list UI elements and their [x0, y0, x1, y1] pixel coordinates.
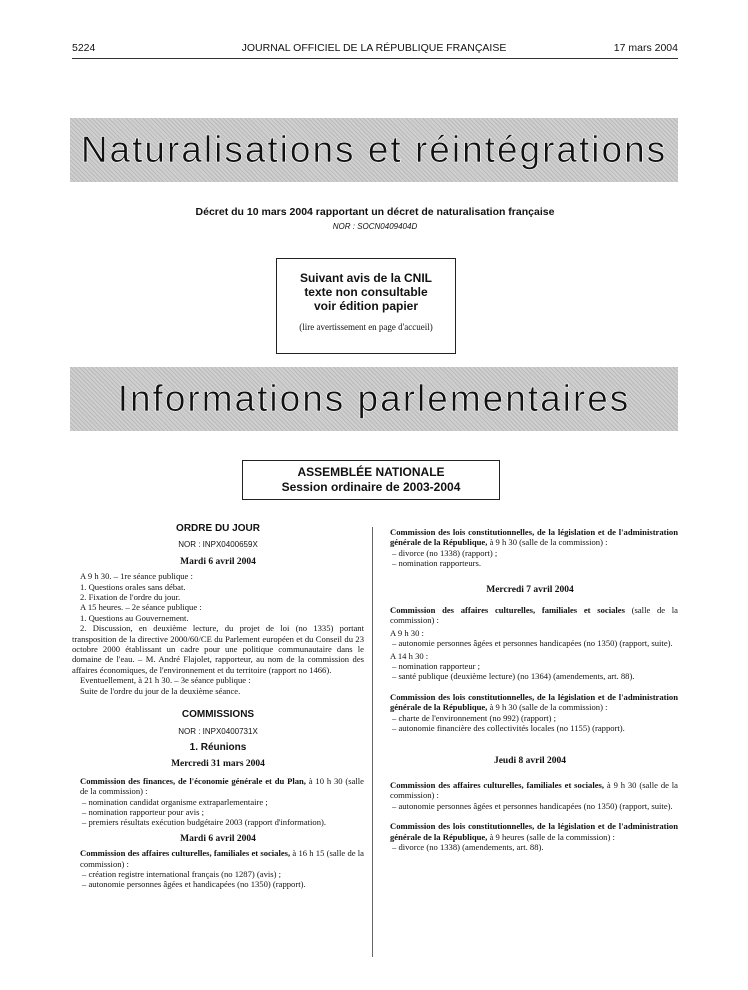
mercredi-7-title: Mercredi 7 avril 2004: [486, 584, 574, 595]
commission-time: (salle de la commission) :: [390, 605, 678, 626]
cnil-line-1: Suivant avis de la CNIL: [299, 271, 433, 285]
mardi-6-title: Mardi 6 avril 2004: [180, 556, 256, 567]
agenda-line: 1. Questions orales sans débat.: [80, 581, 186, 592]
agenda-line: A 15 heures. – 2e séance publique :: [80, 602, 202, 613]
journal-title: JOURNAL OFFICIEL DE LA RÉPUBLIQUE FRANÇAISE: [241, 42, 507, 54]
banner-naturalisations: [70, 118, 678, 182]
header-date: 17 mars 2004: [613, 42, 678, 54]
agenda-line: A 9 h 30. – 1re séance publique :: [80, 571, 193, 582]
reunions-title: 1. Réunions: [189, 741, 247, 753]
banner-title: Informations parlementaires: [117, 378, 631, 419]
time-slot: A 9 h 30 :: [390, 627, 424, 638]
banner-title: Naturalisations et réintégrations: [80, 129, 668, 170]
ordre-du-jour-title: ORDRE DU JOUR: [176, 523, 260, 534]
cnil-note: (lire avertissement en page d'accueil): [299, 322, 433, 332]
list-item: – premiers résultats exécution budgétaire 2003 (rapport d'information).: [82, 817, 327, 828]
right-column: [382, 527, 678, 852]
commission-time: à 16 h 15 (salle de la commission) :: [80, 848, 364, 869]
cnil-line-3: voir édition papier: [313, 299, 418, 313]
cnil-notice-box: [276, 258, 456, 354]
list-item: – création registre international français (no 1287) (avis) ;: [82, 868, 282, 879]
commission-time: à 9 h 30 (salle de la commission) :: [489, 702, 608, 713]
list-item: – nomination rapporteurs.: [392, 558, 482, 569]
agenda-line: Eventuellement, à 21 h 30. – 3e séance publique :: [80, 675, 251, 686]
cnil-line-2: texte non consultable: [304, 285, 428, 299]
jeudi-8-title: Jeudi 8 avril 2004: [493, 755, 567, 766]
agenda-discussion: 2. Discussion, en deuxième lecture, du projet de loi (no 1335) portant transposition de la directive 2000/60/CE du Parlement européen et du Conseil du 23 octobre 2000 établissant un cadre pour une politique communautaire dans le domaine de l'eau. – M. André Flajolet, rapporteur, au nom de la commission des affaires économiques, de l'environnement et du territoire (rapport no 1466).: [72, 623, 364, 675]
agenda-line: Suite de l'ordre du jour de la deuxième séance.: [80, 685, 241, 696]
time-slot: A 14 h 30 :: [390, 650, 429, 661]
decree-nor: NOR : SOCN0409404D: [332, 222, 418, 231]
commission-culturelles-title: Commission des affaires culturelles, familiales et sociales,: [80, 848, 291, 859]
assembly-box: [242, 460, 500, 500]
list-item: – santé publique (deuxième lecture) (no 1364) (amendements, art. 88).: [392, 671, 635, 682]
mercredi-31-title: Mercredi 31 mars 2004: [171, 759, 265, 770]
session-name: Session ordinaire de 2003-2004: [281, 480, 461, 494]
list-item: – charte de l'environnement (no 992) (rapport) ;: [392, 712, 557, 723]
left-column: [72, 524, 364, 890]
assembly-name: ASSEMBLÉE NATIONALE: [297, 465, 445, 479]
commissions-nor: NOR : INPX0400731X: [178, 726, 258, 736]
list-item: – nomination candidat organisme extraparlementaire ;: [82, 796, 268, 807]
header-rule: [72, 58, 678, 59]
list-item: – autonomie personnes âgées et personnes handicapées (no 1350) (rapport, suite).: [392, 638, 673, 649]
list-item: – autonomie financière des collectivités locales (no 1155) (rapport).: [392, 723, 625, 734]
commission-time: à 10 h 30 (salle de la commission) :: [80, 775, 364, 797]
column-divider: [372, 527, 373, 957]
commission-time: à 9 h 30 (salle de la commission) :: [390, 779, 678, 801]
agenda-line: 1. Questions au Gouvernement.: [80, 612, 189, 623]
commission-lois-title: Commission des lois constitutionnelles, de la législation et de l'administration générale de la République,: [390, 821, 678, 842]
mardi-6b-title: Mardi 6 avril 2004: [180, 833, 256, 844]
page-number: 5224: [72, 42, 96, 54]
list-item: – nomination rapporteur ;: [392, 661, 481, 672]
list-item: – divorce (no 1338) (amendements, art. 88).: [392, 841, 544, 852]
commission-lois-title: Commission des lois constitutionnelles, de la législation et de l'administration générale de la République,: [390, 527, 678, 548]
commission-finances-title: Commission des finances, de l'économie générale et du Plan,: [80, 775, 306, 786]
commissions-title: COMMISSIONS: [181, 709, 255, 721]
list-item: – divorce (no 1338) (rapport) ;: [392, 547, 498, 558]
commission-culturelles-title: Commission des affaires culturelles, familiales et sociales: [390, 605, 625, 616]
list-item: – autonomie personnes âgées et personnes handicapées (no 1350) (rapport, suite).: [392, 800, 673, 811]
agenda-line: 2. Fixation de l'ordre du jour.: [80, 592, 181, 603]
commission-time: à 9 heures (salle de la commission) :: [489, 831, 615, 842]
banner-informations: [70, 367, 678, 431]
list-item: – nomination rapporteur pour avis ;: [82, 806, 204, 817]
ordre-nor: NOR : INPX0400659X: [178, 540, 258, 550]
commission-culturelles-title: Commission des affaires culturelles, familiales et sociales,: [390, 779, 605, 790]
list-item: – autonomie personnes âgées et handicapées (no 1350) (rapport).: [82, 879, 306, 890]
commission-time: à 9 h 30 (salle de la commission) :: [489, 537, 608, 548]
decree-title: Décret du 10 mars 2004 rapportant un décret de naturalisation française: [195, 206, 555, 218]
commission-lois-title: Commission des lois constitutionnelles, de la législation et de l'administration générale de la République,: [390, 691, 678, 713]
